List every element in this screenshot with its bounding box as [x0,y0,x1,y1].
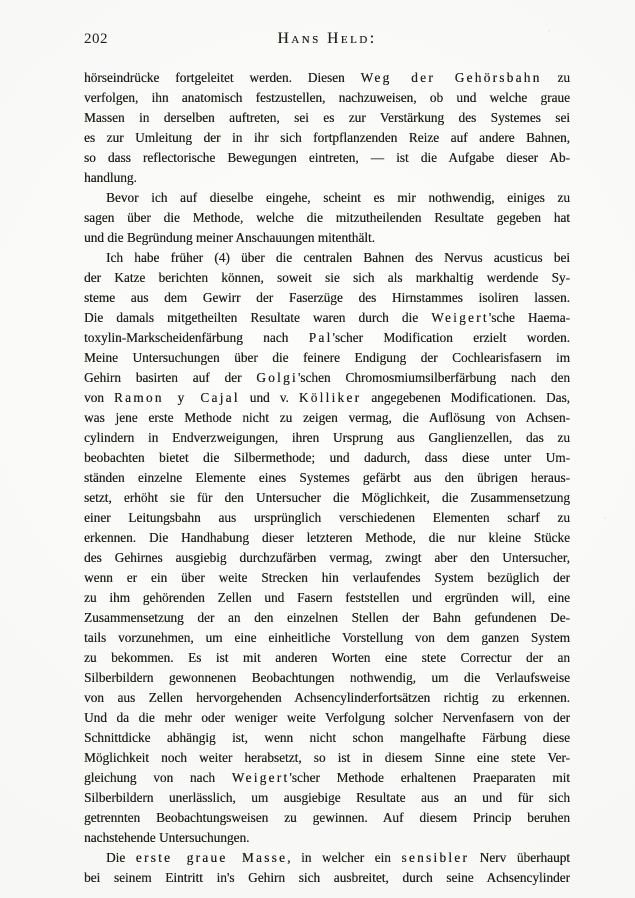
body-text: steme aus dem Gewirr der Faserzüge des Hirnstammes isoliren lassen. [84,290,570,305]
text-line [84,848,570,868]
text-line [84,308,570,328]
text-line [84,548,570,568]
body-text: toxylin-Markscheidenfärbung nach [84,330,309,345]
text-line [84,748,570,768]
body-text: was jene erste Methode nicht zu zeigen vermag, die Auflösung von Achsen- [84,410,570,425]
body-text: cylindern in Endverzweigungen, ihren Ursprung aus Ganglienzellen, das zu [84,430,570,445]
body-text: setzt, erhöht sie für den Untersucher die Möglichkeit, die Zusammensetzung [84,490,570,505]
body-text: zu ihm gehörenden Zellen und Fasern feststellen und ergründen will, eine [84,590,570,605]
text-line [84,288,570,308]
text-line [84,808,570,828]
emphasized-text: Pal [308,330,333,345]
body-text: 'schen Chromosmiumsilberfärbung nach den [297,370,570,385]
text-line [84,248,570,268]
text-line [84,268,570,288]
text-line [84,528,570,548]
body-text: angegebenen Modificationen. Das, [361,390,570,405]
body-text: tails vorzunehmen, um eine einheitliche Vorstellung von dem ganzen System [84,630,570,645]
body-text: 'scher Methode erhaltenen Praeparaten mit [289,770,570,785]
body-text: 'scher Modification erzielt worden. [332,330,570,345]
text-line [84,348,570,368]
body-text: Meine Untersuchungen über die feinere Endigung der Cochlearisfasern im [84,350,570,365]
page-number: 202 [84,31,108,47]
page-header [84,30,570,48]
body-text: Silberbildern gewonnenen Beobachtungen nothwendig, um die Verlaufsweise [84,670,570,685]
body-text: zu bekommen. Es ist mit anderen Worten eine stete Correctur der an [84,650,570,665]
body-text: verfolgen, ihn anatomisch festzustellen, nachzuweisen, ob und welche graue [84,90,570,105]
text-line [84,788,570,808]
text-line [84,628,570,648]
text-block [84,68,570,888]
text-line [84,508,570,528]
body-text: der Katze berichten können, soweit sie sich als markhaltig werdende Sy- [84,270,570,285]
body-text: zu [541,70,570,85]
body-text: nachstehende Untersuchungen. [84,830,250,845]
body-text: wenn er ein über weite Strecken hin verlaufendes System bezüglich der [84,570,570,585]
body-text: Bevor ich auf dieselbe eingehe, scheint es mir nothwendig, einiges zu [106,190,570,205]
text-line [84,468,570,488]
emphasized-text: Ramon y Cajal [113,390,240,405]
body-text: des Gehirnes ausgiebig durchzufärben vermag, zwingt aber den Untersucher, [84,550,570,565]
text-line [84,88,570,108]
body-text: getrennten Beobachtungsweisen zu gewinnen. Auf diesem Princip beruhen [84,810,570,825]
text-line [84,648,570,668]
text-line [84,428,570,448]
body-text: bei seinem Eintritt in's Gehirn sich ausbreitet, durch seine Achsencylinder [84,870,570,885]
text-line [84,408,570,428]
text-line [84,488,570,508]
body-text: Möglichkeit noch weiter herabsetzt, so ist in diesem Sinne eine stete Ver- [84,750,570,765]
body-text: von [84,390,114,405]
body-text: gleichung von nach [84,770,232,785]
body-text: sagen über die Methode, welche die mitzutheilenden Resultate gegeben hat [84,210,570,225]
body-text: so dass reflectorische Bewegungen eintreten, — ist die Aufgabe dieser Ab- [84,150,570,165]
text-line [84,368,570,388]
emphasized-text: Golgi [256,370,298,385]
text-line [84,728,570,748]
text-line [84,108,570,128]
emphasized-text: Weigert [231,770,290,785]
body-text: Zusammensetzung der an den einzelnen Stellen der Bahn gefundenen De- [84,610,570,625]
text-line [84,668,570,688]
body-text: Schnittdicke abhängig ist, wenn nicht schon mangelhafte Färbung diese [84,730,570,745]
text-line [84,608,570,628]
emphasized-text: Kölliker [298,390,362,405]
body-text: Ich habe früher (4) über die centralen Bahnen des Nervus acusticus bei [106,250,570,265]
body-text: erkennen. Die Handhabung dieser letzteren Methode, die nur kleine Stücke [84,530,570,545]
text-line [84,868,570,888]
body-text: von aus Zellen hervorgehenden Achsencylinderfortsätzen richtig zu erkennen. [84,690,570,705]
body-text: ständen einzelne Elemente eines Systemes gefärbt aus den übrigen heraus- [84,470,570,485]
body-text: es zur Umleitung der in ihr sich fortpflanzenden Reize auf andere Bahnen, [84,130,570,145]
text-line [84,588,570,608]
text-line [84,828,570,848]
body-text: Gehirn basirten auf der [84,370,257,385]
text-line [84,148,570,168]
text-line [84,768,570,788]
running-head: Hans Held: [277,30,377,47]
body-text: Massen in derselben auftreten, sei es zur Verstärkung des Systemes sei [84,110,570,125]
body-text: handlung. [84,170,137,185]
body-text: und die Begründung meiner Anschauungen mitenthält. [84,230,375,245]
body-text: Die [106,850,136,865]
body-text: Und da die mehr oder weniger weite Verfolgung solcher Nervenfasern von der [84,710,570,725]
body-text: Die damals mitgetheilten Resultate waren durch die [84,310,432,325]
emphasized-text: Weigert [431,310,489,325]
text-line [84,688,570,708]
body-text: einer Leitungsbahn aus ursprünglich verschiedenen Elementen scharf zu [84,510,570,525]
text-line [84,188,570,208]
text-line [84,128,570,148]
text-line [84,328,570,348]
body-text: Silberbildern unerlässlich, um ausgiebige Resultate aus an und für sich [84,790,570,805]
text-line [84,568,570,588]
text-line [84,208,570,228]
emphasized-text: Weg der Gehörsbahn [360,70,542,85]
text-line [84,708,570,728]
body-text: beobachten bietet die Silbermethode; und dadurch, dass diese unter Um- [84,450,570,465]
text-line [84,448,570,468]
body-text: 'sche Haema- [488,310,570,325]
body-text: und v. [239,390,299,405]
emphasized-text: sensibler [401,850,470,865]
body-text: Nerv überhaupt [469,850,570,865]
text-line [84,68,570,88]
text-line [84,228,570,248]
body-text: , in welcher ein [287,850,402,865]
body-text: hörseindrücke fortgeleitet werden. Diesen [84,70,361,85]
text-line [84,168,570,188]
text-line [84,388,570,408]
emphasized-text: erste graue Masse [135,850,288,865]
